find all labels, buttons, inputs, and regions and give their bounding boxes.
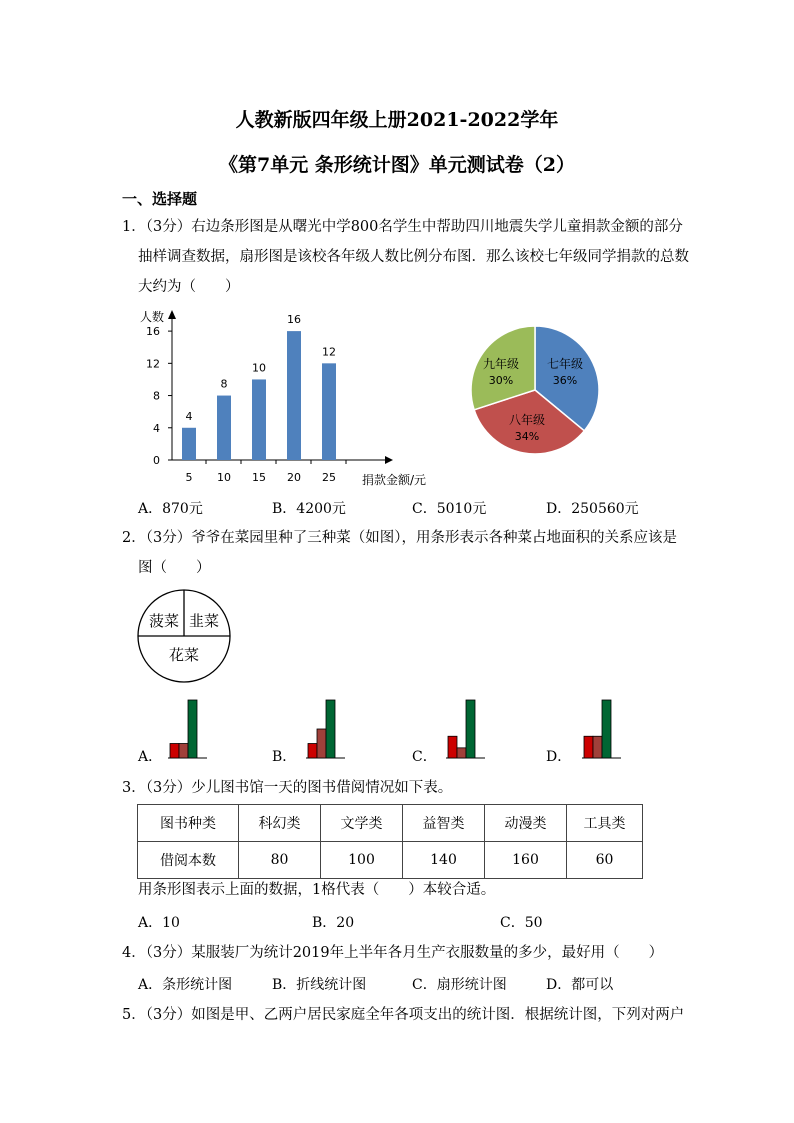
q1-text-line3: 大约为（ ）: [138, 279, 240, 295]
q4-text-line1: 4．（3分）某服装厂为统计2019年上半年各月生产衣服数量的多少，最好用（ ）: [122, 945, 664, 961]
y-tick-label: 8: [153, 389, 160, 403]
q4-option-d[interactable]: D．都可以: [546, 977, 614, 993]
table-cell: 借阅本数: [138, 842, 239, 879]
q5-text-line1: 5．（3分）如图是甲、乙两户居民家庭全年各项支出的统计图．根据统计图，下列对两户: [122, 1007, 685, 1023]
q4-option-a[interactable]: A．条形统计图: [138, 977, 233, 993]
x-axis-label: 捐款金额/元: [362, 473, 427, 487]
mini-bar: [326, 700, 335, 758]
q2-option-b[interactable]: B．: [272, 749, 297, 765]
table-cell: 160: [485, 842, 567, 879]
pie-slice-percent: 30%: [488, 374, 514, 387]
mini-bar: [308, 744, 317, 759]
x-tick-label: 25: [322, 471, 336, 484]
x-tick-label: 20: [287, 471, 301, 484]
q1-text-line1: 1．（3分）右边条形图是从曙光中学800名学生中帮助四川地震失学儿童捐款金额的部分: [122, 219, 683, 235]
pie-slice-percent: 36%: [552, 374, 578, 387]
table-header-cell: 动漫类: [485, 805, 567, 842]
q3-option-c[interactable]: C．50: [500, 915, 543, 931]
mini-bar: [317, 729, 326, 758]
mini-bar: [584, 736, 593, 758]
bar: [287, 331, 301, 460]
y-tick-label: 0: [153, 454, 160, 467]
mini-bar: [593, 736, 602, 758]
table-cell: 100: [321, 842, 403, 879]
q2-option-a[interactable]: A．: [138, 749, 163, 765]
q3-text-line2: 用条形图表示上面的数据，1格代表（ ）本较合适。: [138, 882, 496, 898]
pie-slice-label: 八年级: [508, 413, 546, 427]
bar-value-label: 16: [287, 313, 301, 327]
q2-text-line1: 2．（3分）爷爷在菜园里种了三种菜（如图），用条形表示各种菜占地面积的关系应该是: [122, 530, 677, 546]
q1-option-a[interactable]: A．870元: [138, 501, 203, 517]
q2-option-d[interactable]: D．: [546, 749, 572, 765]
bar-value-label: 12: [322, 345, 336, 359]
table-header-row: [138, 805, 643, 842]
bar: [182, 428, 196, 460]
x-tick-label: 15: [252, 471, 266, 484]
y-tick-label: 4: [153, 421, 160, 435]
bar: [217, 396, 231, 460]
pie-slice-label: 七年级: [546, 357, 584, 371]
table-header-cell: 图书种类: [138, 805, 239, 842]
table-header-cell: 文学类: [321, 805, 403, 842]
bar: [322, 363, 336, 460]
q3-option-b[interactable]: B．20: [312, 915, 355, 931]
q1-option-c[interactable]: C．5010元: [412, 501, 487, 517]
pie-slice-percent: 34%: [514, 430, 540, 443]
q2-option-c[interactable]: C．: [412, 749, 437, 765]
x-tick-label: 10: [217, 471, 231, 484]
table-header-cell: 科幻类: [239, 805, 321, 842]
q1-pie-chart: [465, 320, 605, 460]
bar-value-label: 8: [220, 377, 228, 391]
circle-label-chives: 韭菜: [188, 612, 220, 630]
bar-value-label: 4: [185, 409, 193, 423]
q1-option-d[interactable]: D．250560元: [546, 501, 639, 517]
mini-bar: [188, 700, 197, 758]
x-tick-label: 5: [185, 471, 193, 484]
circle-label-cauliflower: 花菜: [168, 646, 200, 664]
y-tick-label: 12: [146, 357, 160, 371]
q3-option-a[interactable]: A．10: [138, 915, 180, 931]
q2-option-charts: [150, 690, 670, 765]
bar-value-label: 10: [252, 361, 266, 375]
q3-borrow-table: [137, 804, 643, 879]
q4-option-b[interactable]: B．折线统计图: [272, 977, 367, 993]
table-header-cell: 益智类: [403, 805, 485, 842]
y-axis-arrow: [168, 310, 176, 319]
mini-bar: [448, 736, 457, 758]
paper-title-line2: 《第7单元 条形统计图》单元测试卷（2）: [218, 154, 576, 176]
y-tick-label: 16: [146, 325, 160, 339]
q1-option-b[interactable]: B．4200元: [272, 501, 346, 517]
paper-title-line1: 人教新版四年级上册2021-2022学年: [235, 109, 559, 131]
x-axis-arrow: [385, 456, 393, 464]
table-header-cell: 工具类: [567, 805, 643, 842]
bar: [252, 379, 266, 460]
circle-label-spinach: 菠菜: [148, 612, 180, 630]
y-axis-label: 人数: [140, 310, 165, 324]
mini-bar: [179, 744, 188, 759]
mini-bar: [457, 748, 466, 758]
mini-bar: [466, 700, 475, 758]
table-cell: 60: [567, 842, 643, 879]
q1-text-line2: 抽样调查数据，扇形图是该校各年级人数比例分布图．那么该校七年级同学捐款的总数: [138, 249, 689, 265]
q2-vegetable-circle: [136, 588, 232, 684]
table-cell: 140: [403, 842, 485, 879]
mini-bar: [170, 744, 179, 759]
mini-bar: [602, 700, 611, 758]
pie-slice-label: 九年级: [482, 357, 520, 371]
q2-text-line2: 图（ ）: [138, 560, 211, 576]
q1-bar-chart: [130, 305, 450, 495]
table-row: [138, 842, 643, 879]
table-cell: 80: [239, 842, 321, 879]
q4-option-c[interactable]: C．扇形统计图: [412, 977, 507, 993]
q3-text-line1: 3．（3分）少儿图书馆一天的图书借阅情况如下表。: [122, 780, 453, 796]
section-heading: 一、选择题: [122, 190, 198, 208]
